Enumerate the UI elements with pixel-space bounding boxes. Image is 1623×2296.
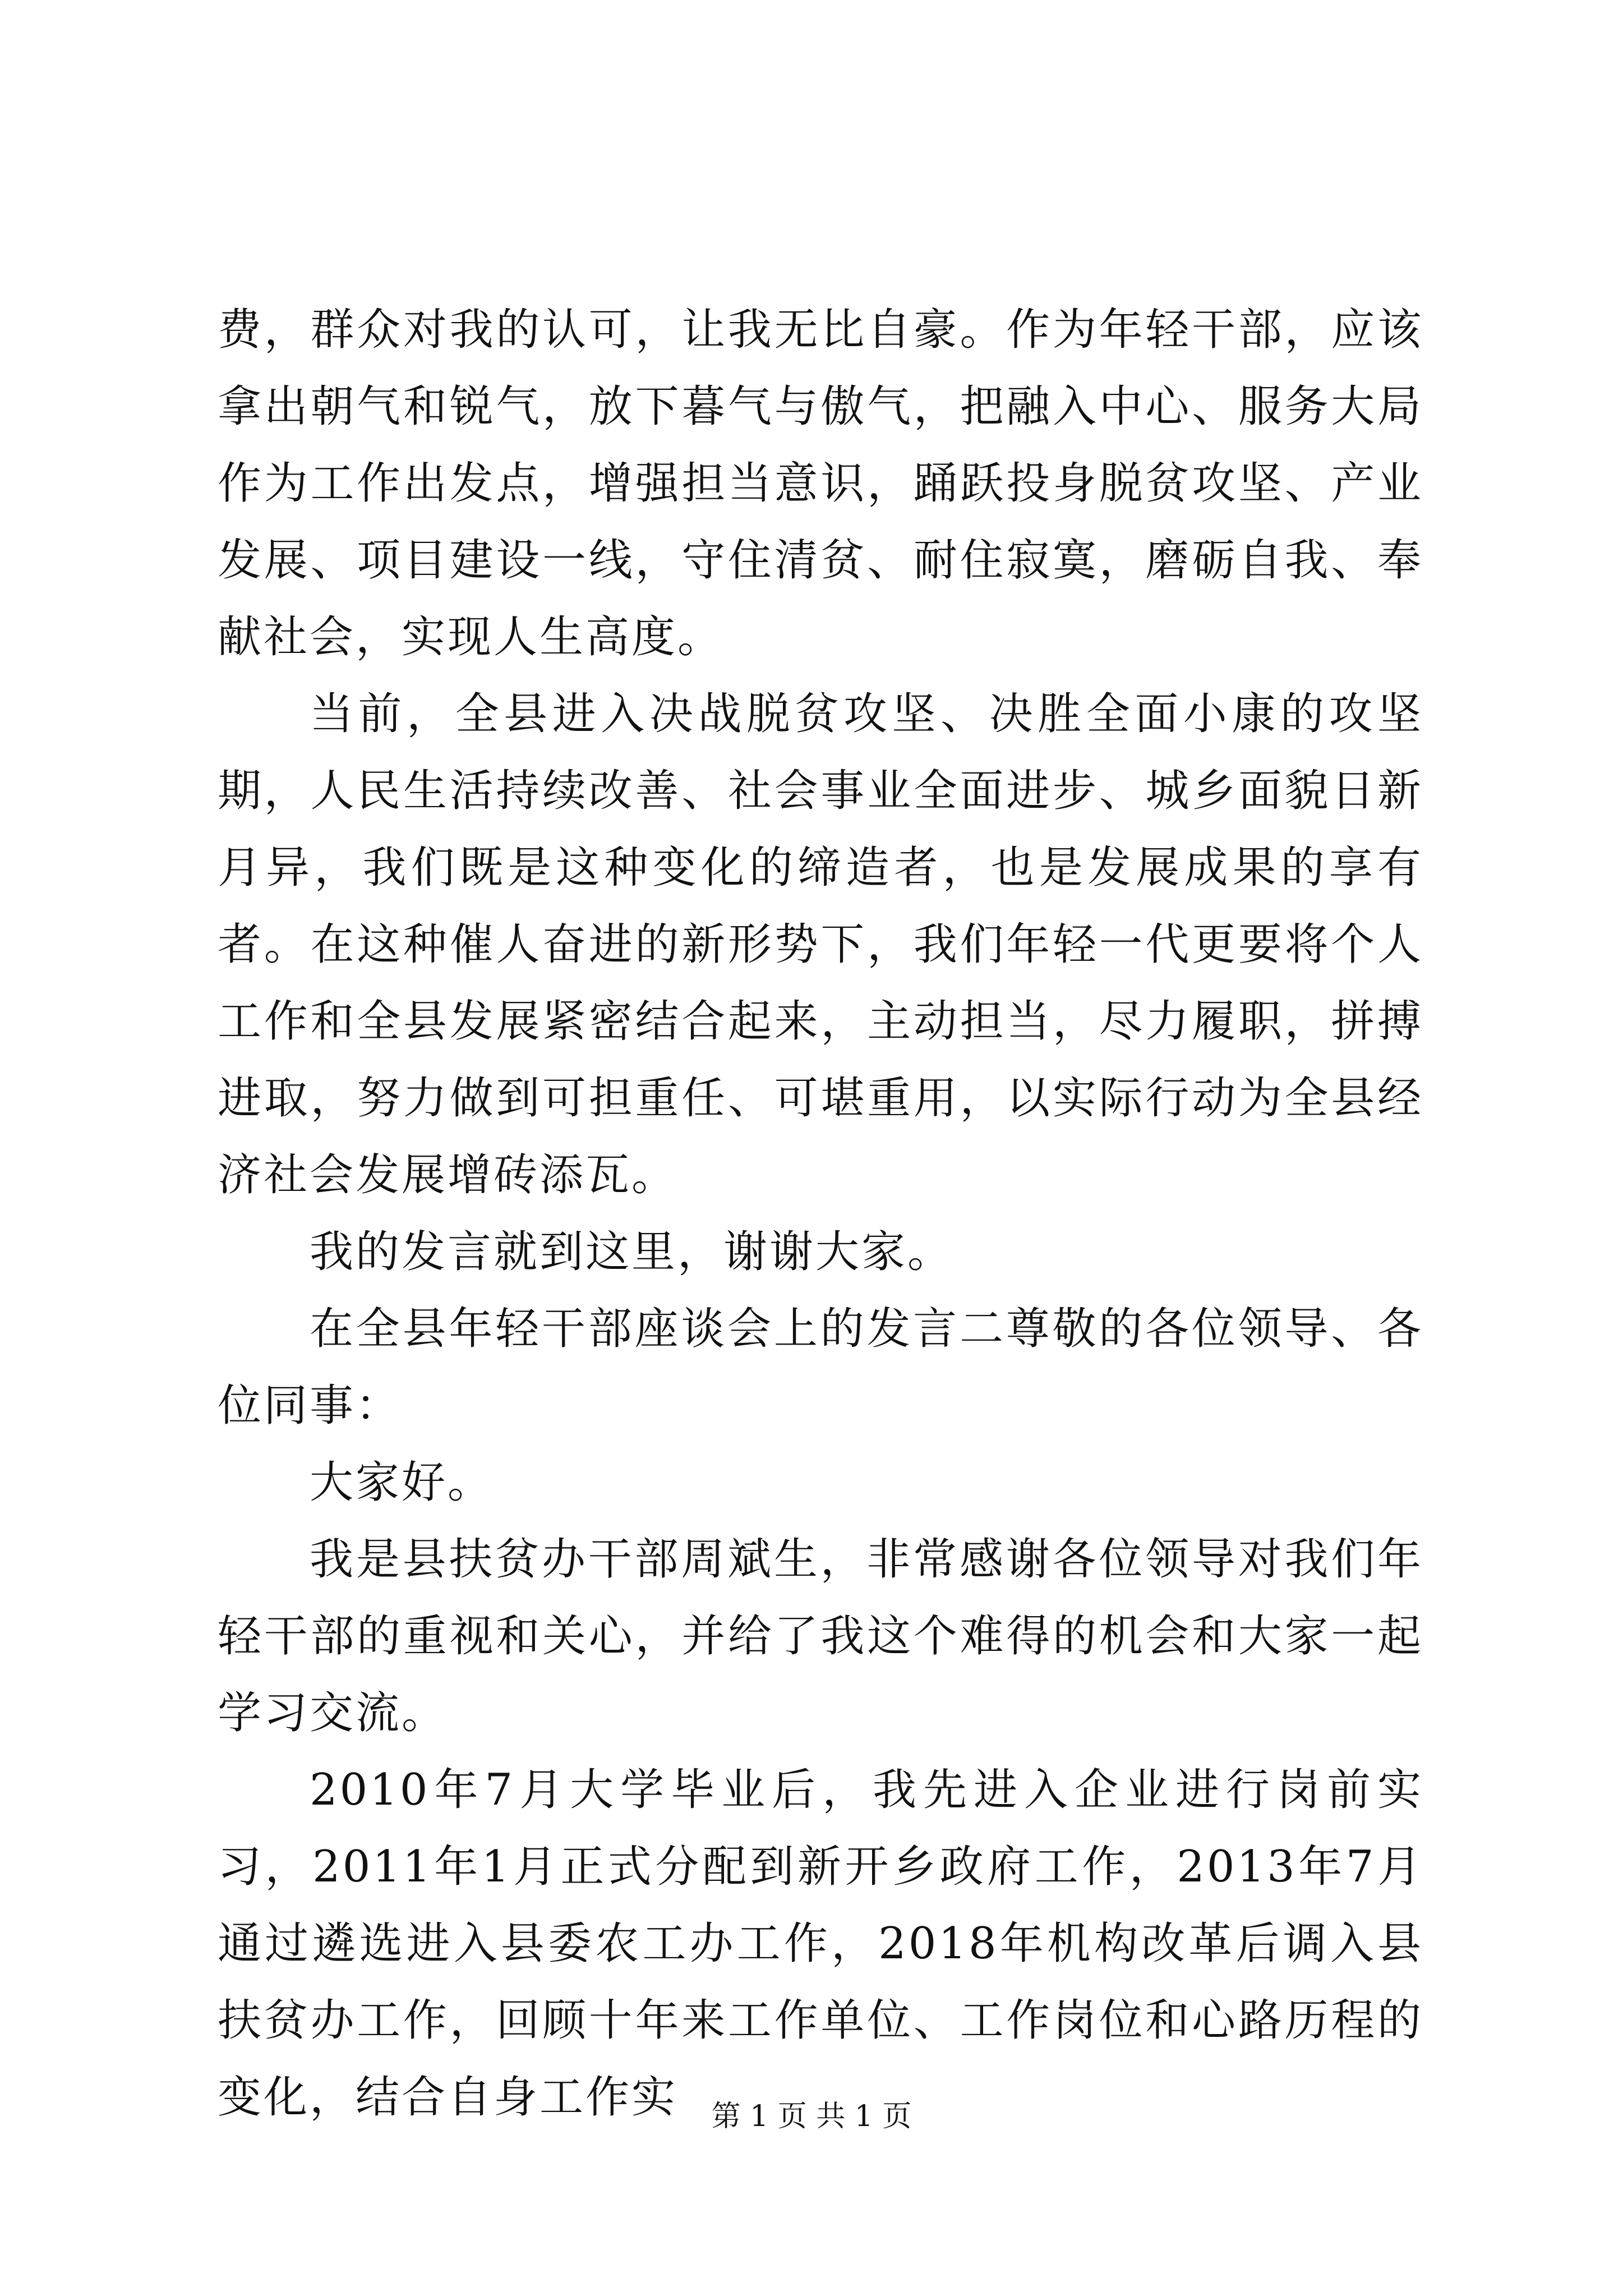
paragraph-4: 在全县年轻干部座谈会上的发言二尊敬的各位领导、各位同事：	[218, 1304, 1423, 1431]
paragraph-2: 当前，全县进入决战脱贫攻坚、决胜全面小康的攻坚期，人民生活持续改善、社会事业全面进步、城乡面貌日新月异，我们既是这种变化的缔造者，也是发展成果的享有者。在这种催人奋进的新形势下，我们年轻一代更要将个人工作和全县发展紧密结合起来，主动担当，尽力履职，拼搏进取，努力做到可担重任、可堪重用，以实际行动为全县经济社会发展增砖添瓦。	[218, 689, 1423, 1200]
paragraph-1: 费，群众对我的认可，让我无比自豪。作为年轻干部，应该拿出朝气和锐气，放下暮气与傲气，把融入中心、服务大局作为工作出发点，增强担当意识，踊跃投身脱贫攻坚、产业发展、项目建设一线，守住清贫、耐住寂寞，磨砺自我、奉献社会，实现人生高度。	[218, 305, 1423, 662]
page-footer: 第 1 页 共 1 页	[711, 2100, 912, 2133]
paragraph-7: 2010年7月大学毕业后，我先进入企业进行岗前实习，2011年1月正式分配到新开乡政府工作，2013年7月通过遴选进入县委农工办工作，2018年机构改革后调入县扶贫办工作，回顾十年来工作单位、工作岗位和心路历程的变化，结合自身工作实	[218, 1765, 1423, 2123]
paragraph-5: 大家好。	[310, 1457, 494, 1508]
paragraph-3: 我的发言就到这里，谢谢大家。	[310, 1227, 954, 1277]
paragraph-6: 我是县扶贫办干部周斌生，非常感谢各位领导对我们年轻干部的重视和关心，并给了我这个难得的机会和大家一起学习交流。	[218, 1534, 1423, 1738]
document-body	[218, 292, 1423, 2136]
